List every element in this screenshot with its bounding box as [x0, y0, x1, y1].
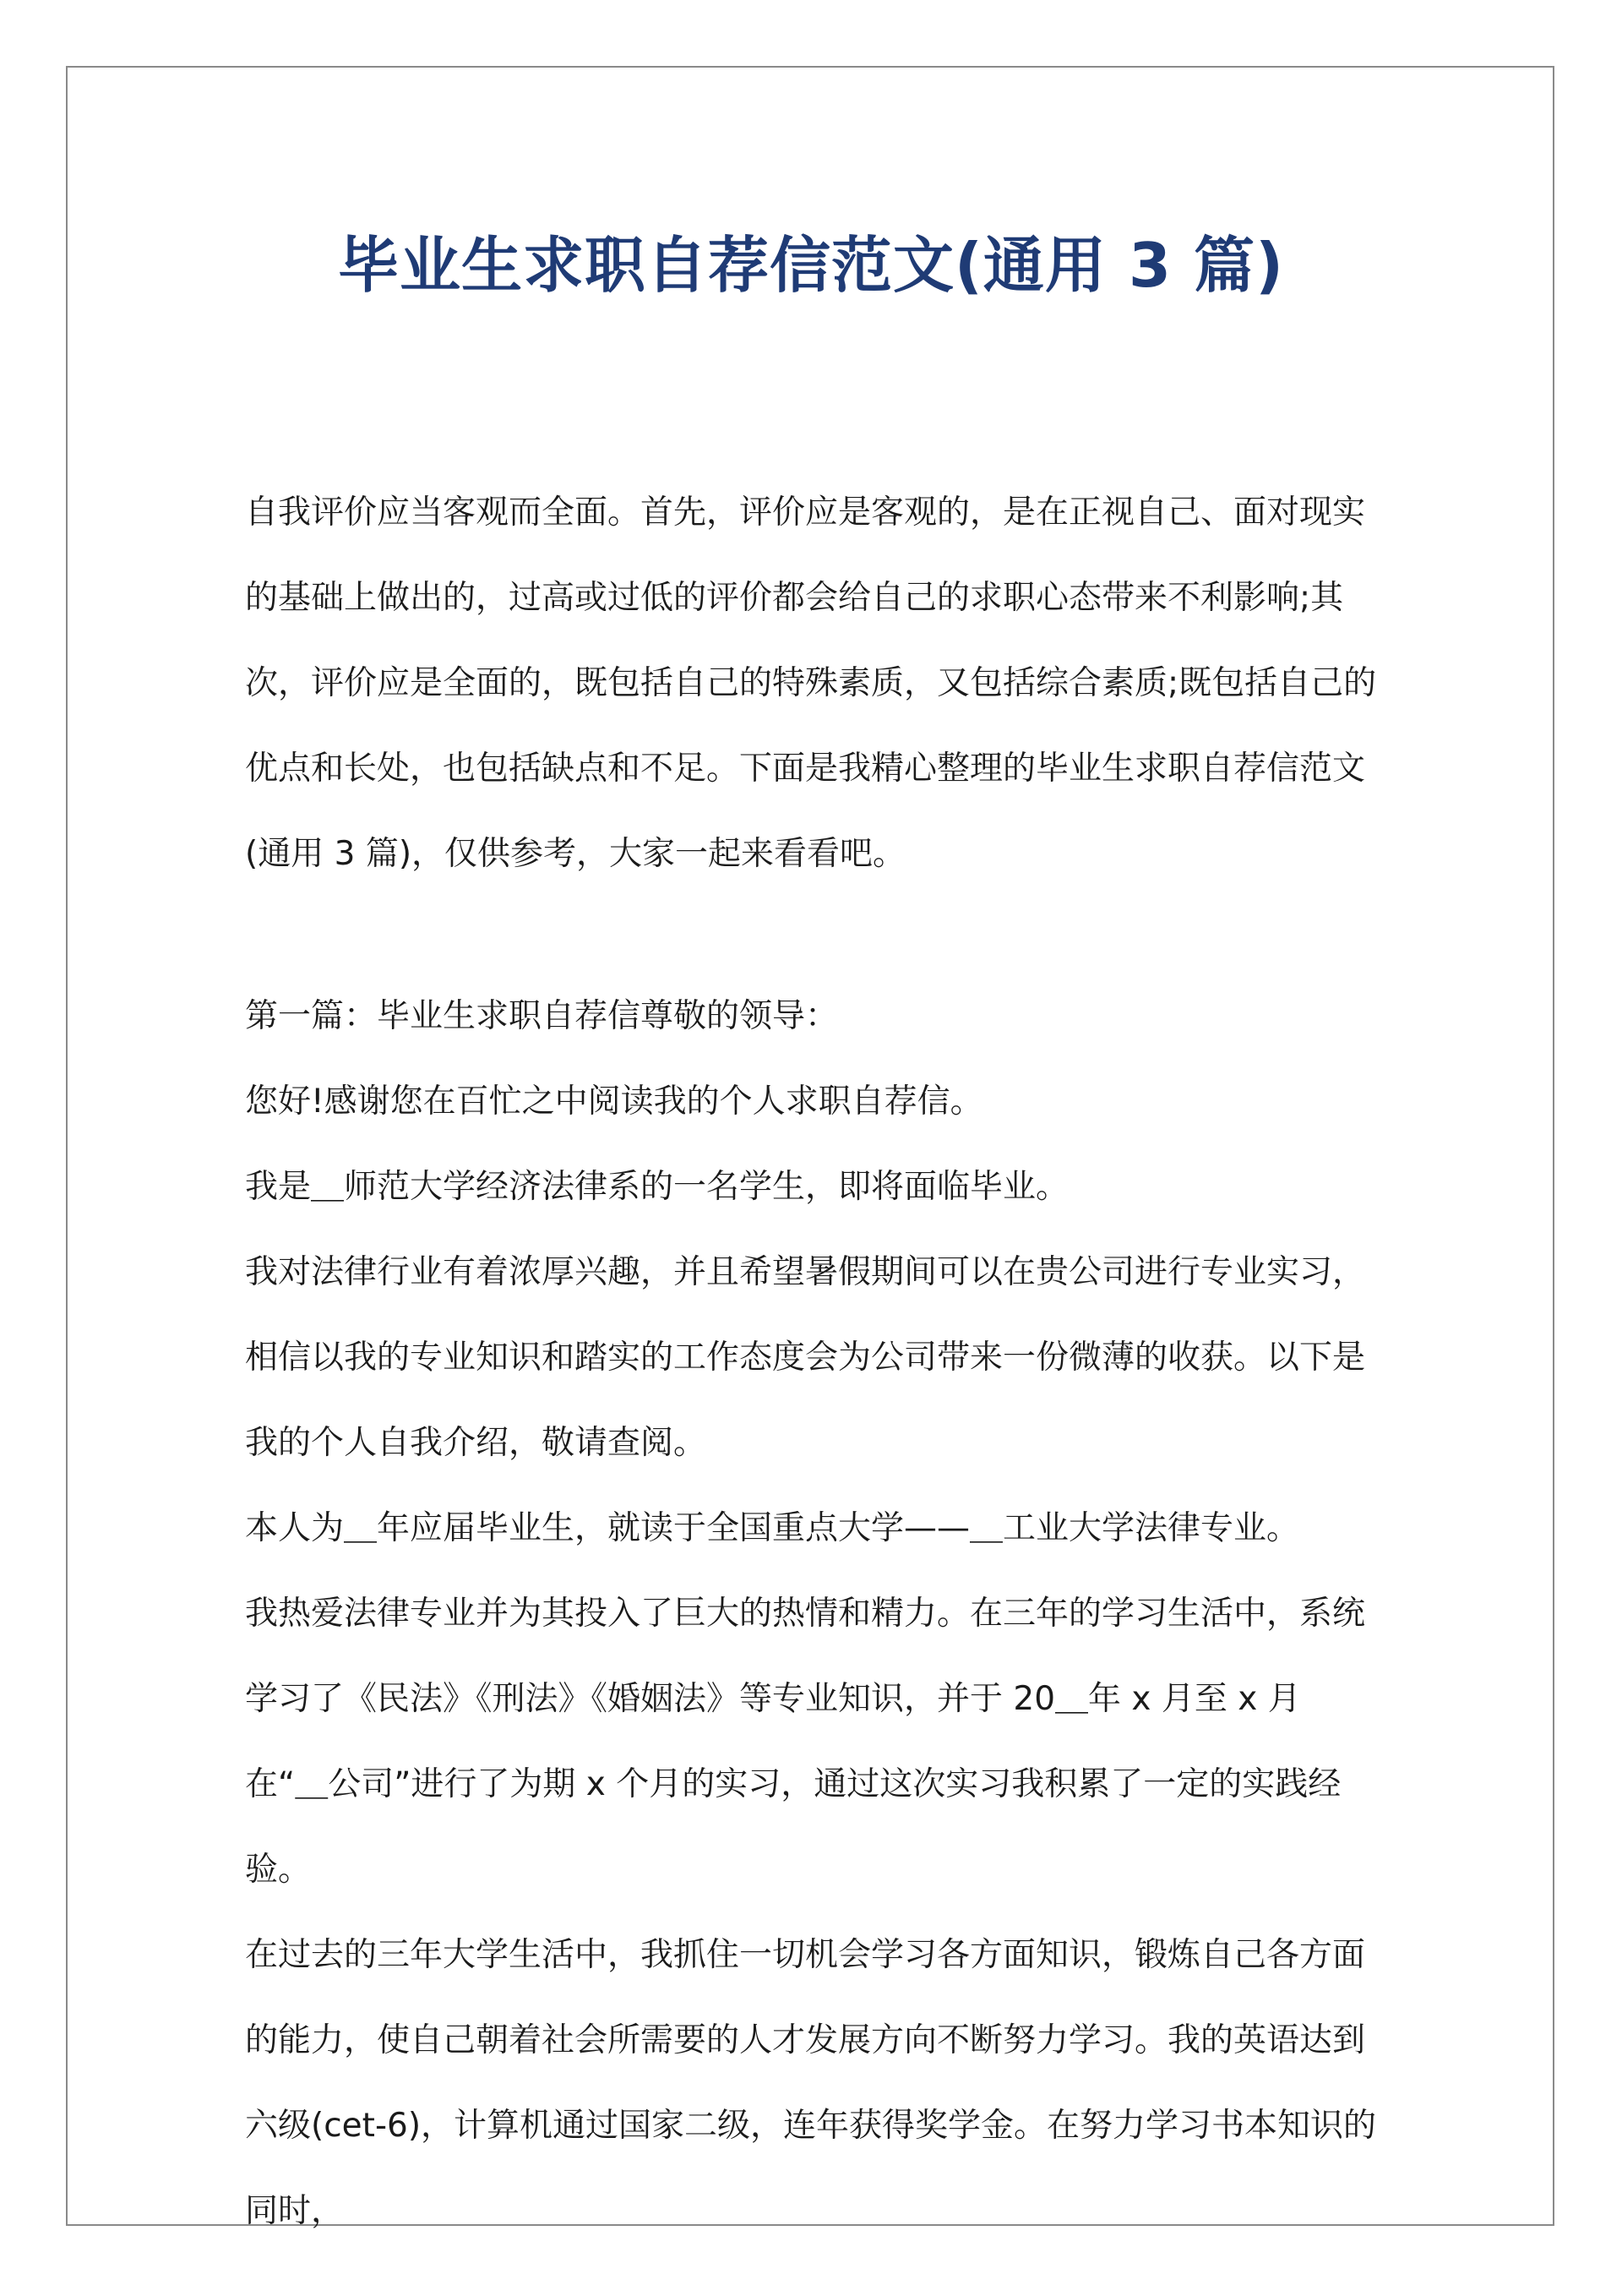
greeting-paragraph: 您好!感谢您在百忙之中阅读我的个人求职自荐信。: [245, 1083, 983, 1121]
graduate-paragraph: 本人为＿年应届毕业生，就读于全国重点大学——＿工业大学法律专业。: [245, 1509, 1300, 1547]
internship-request-paragraph: 我对法律行业有着浓厚兴趣，并且希望暑假期间可以在贵公司进行专业实习，相信以我的专业知识和踏实的工作态度会为公司带来一份微薄的收获。以下是我的个人自我介绍，敬请查阅。: [245, 1253, 1366, 1462]
letter-heading: 第一篇：毕业生求职自荐信尊敬的领导：: [245, 997, 839, 1035]
university-life-paragraph: 在过去的三年大学生活中，我抓住一切机会学习各方面知识，锻炼自己各方面的能力，使自己朝着社会所需要的人才发展方向不断努力学习。我的英语达到六级(cet-6)，计算机通过国家二级，连年获得奖学金。在努力学习书本知识的同时，: [245, 1936, 1377, 2230]
major-paragraph: 我热爱法律专业并为其投入了巨大的热情和精力。在三年的学习生活中，系统学习了《民法》《刑法》《婚姻法》等专业知识，并于 20＿年 x 月至 x 月在“＿公司”进行了为期 x 个月的实习，通过这次实习我积累了一定的实践经验。: [245, 1595, 1366, 1889]
letter-body: [245, 973, 1377, 2254]
intro-paragraph: 自我评价应当客观而全面。首先，评价应是客观的，是在正视自己、面对现实的基础上做出的，过高或过低的评价都会给自己的求职心态带来不利影响;其次，评价应是全面的，既包括自己的特殊素质，又包括综合素质;既包括自己的优点和长处，也包括缺点和不足。下面是我精心整理的毕业生求职自荐信范文(通用 3 篇)，仅供参考，大家一起来看看吧。: [245, 494, 1377, 873]
self-intro-paragraph: 我是＿师范大学经济法律系的一名学生，即将面临毕业。: [245, 1168, 1070, 1206]
document-title: 毕业生求职自荐信范文(通用 3 篇): [337, 230, 1285, 301]
